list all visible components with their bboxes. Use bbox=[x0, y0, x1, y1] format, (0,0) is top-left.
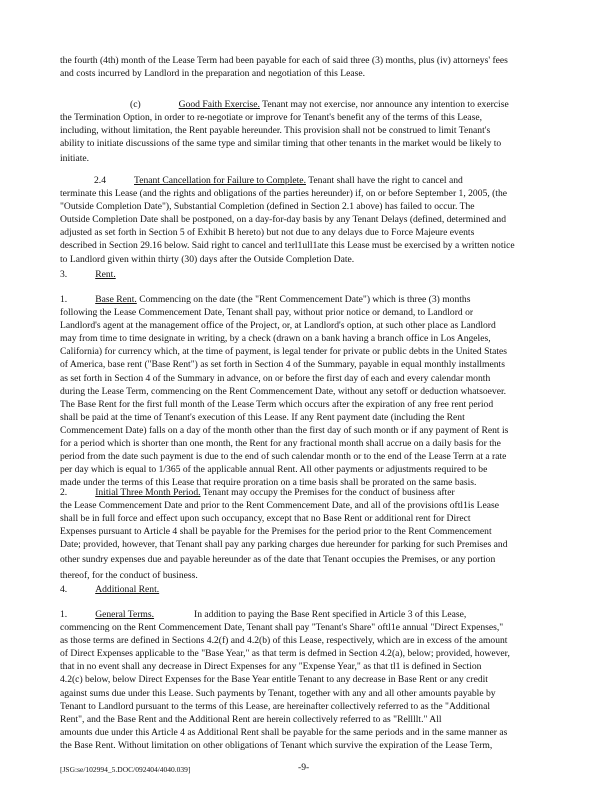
paragraph-3-1-base-rent bbox=[60, 293, 565, 489]
text-line bbox=[60, 608, 565, 621]
page-number: -9- bbox=[298, 762, 310, 773]
text-line: commencing on the Rent Commencement Date, Tenant shall pay "Tenant's Share" oftl1e annual "Direct Expenses," bbox=[60, 622, 504, 634]
paragraph-heading: General Terms. bbox=[95, 609, 155, 620]
paragraph-label: (c) bbox=[130, 99, 141, 110]
text-line: per day which is equal to 1/365 of the applicable annual Rent. All other payments or adjustments required to be bbox=[60, 464, 488, 476]
paragraph-heading: Good Faith Exercise. bbox=[178, 99, 260, 110]
text-line: "Outside Completion Date"), Substantial Completion (defined in Section 2.1 above) has failed to occur. The bbox=[60, 201, 475, 213]
text-line: as set forth in Section 4 of the Summary in advance, on or before the first day of each and every calendar month bbox=[60, 372, 491, 384]
paragraph-c-good-faith bbox=[60, 98, 565, 165]
text-line bbox=[60, 268, 565, 281]
text-line: described in Section 29.16 below. Said right to cancel and terl1ull1ate this Lease must be exercised by a written notice bbox=[60, 240, 515, 252]
text-line: following the Lease Commencement Date, Tenant shall pay, without prior notice or demand, to Landlord or bbox=[60, 307, 474, 319]
paragraph-number: 1. bbox=[60, 609, 68, 620]
section-number: 3. bbox=[60, 269, 68, 280]
text-line bbox=[60, 174, 565, 187]
text-line: of Direct Expenses applicable to the "Base Year," as that term is defmed in Section 4.2(a), below; provided, however, bbox=[60, 648, 510, 660]
paragraph-number: 1. bbox=[60, 294, 68, 305]
section-4-heading bbox=[60, 583, 565, 596]
text-line: Landlord's agent at the management office of the Project, or, at Landlord's option, at such other place as Landlord bbox=[60, 320, 496, 332]
text-fragment: Tenant may occupy the Premises for the conduct of business after bbox=[202, 487, 455, 498]
text-line: The Base Rent for the first full month of the Lease Term which occurs after the expiration of any free rent period bbox=[60, 398, 494, 410]
text-line: Commencement Date) falls on a day of the month other than the first day of such month or if any payment of Rent is bbox=[60, 424, 509, 436]
text-line: as those terms are defined in Sections 4.2(f) and 4.2(b) of this Lease, respectively, which are in excess of the amount bbox=[60, 635, 508, 647]
text-line: that in no event shall any decrease in Direct Expenses for any "Expense Year," as that tl1 is defined in Section bbox=[60, 661, 482, 673]
paragraph-heading: Initial Three Month Period. bbox=[95, 487, 201, 498]
text-line: period from the date such payment is due to the end of such calendar month or to the end of the Lease Terrn at a rate bbox=[60, 451, 507, 463]
paragraph-continuation bbox=[60, 54, 565, 80]
text-line: Rent", and the Base Rent and the Additional Rent are herein collectively referred to as "Rellllt." All bbox=[60, 713, 442, 725]
text-line bbox=[60, 486, 565, 499]
section-3-heading bbox=[60, 268, 565, 281]
paragraph-number: 2. bbox=[60, 487, 68, 498]
section-heading: Additional Rent. bbox=[95, 584, 160, 595]
text-line: shall be paid at the time of Tenant's execution of this Lease. If any Rent payment date (including the Rent bbox=[60, 411, 465, 423]
text-line: the Base Rent. Without limitation on other obligations of Tenant which survive the expiration of the Lease Term, bbox=[60, 739, 493, 751]
text-line: 4.2(c) below, below Direct Expenses for the Base Year entitle Tenant to any decrease in Base Rent or any credit bbox=[60, 674, 488, 686]
text-line: Outside Completion Date shall be postponed, on a day-for-day basis by any Tenant Delays (defined, determined and bbox=[60, 214, 507, 226]
text-line: thereof, for the conduct of business. bbox=[60, 569, 198, 581]
text-line: and costs incurred by Landlord in the preparation and negotiation of this Lease. bbox=[60, 68, 366, 80]
text-line: the Termination Option, in order to re-negotiate or improve for Tenant's benefit any of the terms of this Lease, bbox=[60, 112, 483, 124]
text-line: Tenant to Landlord pursuant to the terms of this Lease, are hereinafter collectively referred to as the "Additional bbox=[60, 700, 491, 712]
text-line: Date; provided, however, that Tenant shall pay any parking charges due hereunder for parking for such Premises and bbox=[60, 539, 508, 551]
text-line: California) for currency which, at the time of payment, is legal tender for private or public debts in the United States bbox=[60, 346, 508, 358]
text-line: initiate. bbox=[60, 153, 90, 165]
text-line bbox=[60, 583, 565, 596]
text-line: the fourth (4th) month of the Lease Term had been payable for each of said three (3) months, plus (iv) attorneys' fees bbox=[60, 55, 508, 66]
paragraph-heading: Tenant Cancellation for Failure to Complete. bbox=[134, 175, 306, 186]
paragraph-heading: Base Rent. bbox=[95, 294, 137, 305]
text-line: other sundry expenses due and payable hereunder as of the date that Tenant occupies the Premises, or any portion bbox=[60, 554, 496, 566]
text-line: made under the terms of this Lease that require proration on a time basis shall be prorated on the same basis. bbox=[60, 477, 477, 489]
text-fragment: Tenant may not exercise, nor announce any intention to exercise bbox=[262, 99, 509, 110]
document-reference: [JSG:se/102994_5.DOC/092404/4040.039] bbox=[60, 765, 191, 774]
text-line: amounts due under this Article 4 as Additional Rent shall be payable for the same periods and in the same manner as bbox=[60, 726, 508, 738]
text-line: during the Lease Term, commencing on the Rent Commencement Date, without any setoff or deduction whatsoever. bbox=[60, 385, 507, 397]
text-line: ability to initiate discussions of the same type and similar timing that other tenants in the market would be likely to bbox=[60, 138, 502, 150]
text-fragment: Commencing on the date (the "Rent Commencement Date") which is three (3) months bbox=[139, 294, 471, 305]
paragraph-2-4-cancellation bbox=[60, 174, 565, 266]
text-line: including, without limitation, the Rent payable hereunder. This provision shall not be construed to limit Tenant's bbox=[60, 125, 491, 137]
section-heading: Rent. bbox=[95, 269, 116, 280]
section-number: 2.4 bbox=[94, 175, 106, 186]
text-line: may from time to time designate in writing, by a check (drawn on a bank having a branch office in Los Angeles, bbox=[60, 333, 491, 345]
paragraph-4-1-general-terms bbox=[60, 608, 565, 752]
text-line: to Landlord given within thirty (30) days after the Outside Completion Date. bbox=[60, 253, 355, 265]
text-line: Expenses pursuant to Article 4 shall be payable for the Premises for the period prior to the Rent Commencement bbox=[60, 526, 492, 538]
text-fragment: In addition to paying the Base Rent specified in Article 3 of this Lease, bbox=[194, 609, 467, 620]
text-line bbox=[60, 293, 565, 306]
text-line bbox=[60, 98, 565, 111]
text-line: adjusted as set forth in Section 5 of Exhibit B hereto) but not due to any delays due to Force Majeure events bbox=[60, 227, 475, 239]
text-line: against sums due under this Lease. Such payments by Tenant, together with any and all other amounts payable by bbox=[60, 687, 496, 699]
text-fragment: Tenant shall have the right to cancel and bbox=[308, 175, 463, 186]
text-line: of America, base rent ("Base Rent") as set forth in Section 4 of the Summary, payable in equal monthly installments bbox=[60, 359, 505, 371]
section-number: 4. bbox=[60, 584, 68, 595]
text-line: for a period which is shorter than one month, the Rent for any fractional month shall accrue on a daily basis for the bbox=[60, 438, 501, 450]
text-line: shall be in full force and effect upon such occupancy, except that no Base Rent or additional rent for Direct bbox=[60, 513, 471, 525]
paragraph-3-2-initial-period bbox=[60, 486, 565, 582]
text-line: the Lease Commencement Date and prior to the Rent Commencement Date, and all of the provisions oftl1is Lease bbox=[60, 500, 500, 512]
text-line: terminate this Lease (and the rights and obligations of the parties hereunder) if, on or before September 1, 2005, (the bbox=[60, 188, 508, 200]
